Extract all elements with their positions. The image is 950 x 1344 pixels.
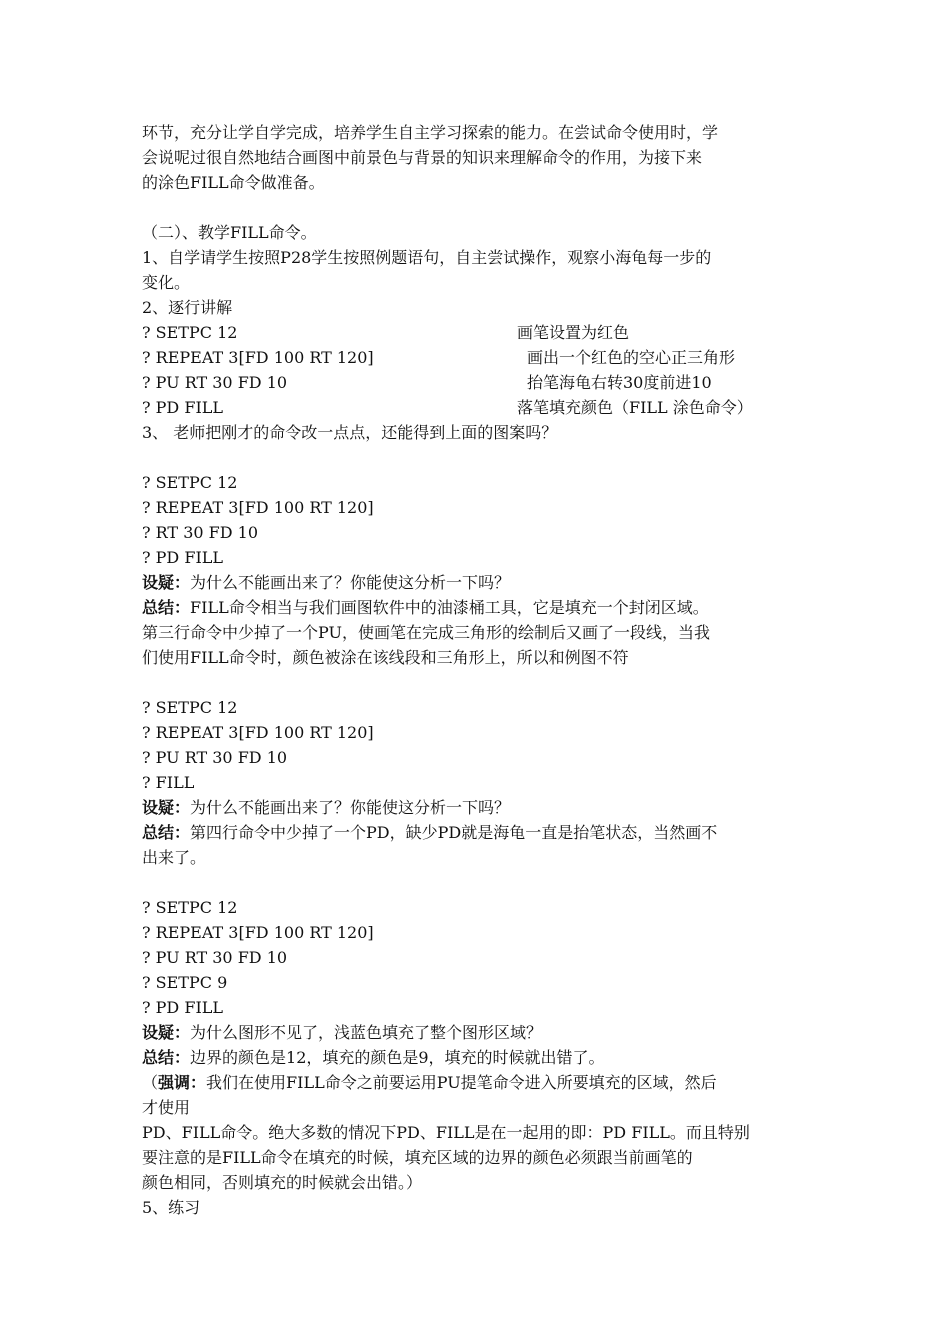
code-description: 抬笔海龟右转30度前进10 — [527, 373, 712, 392]
code-line: ? RT 30 FD 10 — [142, 523, 259, 542]
explain-row — [142, 370, 812, 395]
summary-label: 总结： — [142, 598, 191, 617]
document-page — [142, 120, 812, 1220]
code-line: ? SETPC 12 — [142, 898, 238, 917]
question-line — [142, 570, 812, 595]
summary-label: 总结： — [142, 1048, 191, 1067]
step-3-heading: 3、 老师把刚才的命令改一点点，还能得到上面的图案吗？ — [142, 423, 558, 442]
summary-line: 出来了。 — [142, 848, 207, 867]
code-line: ? REPEAT 3[FD 100 RT 120] — [142, 723, 374, 742]
summary-line — [142, 595, 812, 620]
question-line — [142, 795, 812, 820]
emphasis-text: 我们在使用FILL命令之前要运用PU提笔命令进入所要填充的区域，然后 — [206, 1073, 717, 1092]
intro-line: 环节，充分让学自学完成，培养学生自主学习探索的能力。在尝试命令使用时，学 — [142, 123, 719, 142]
emphasis-line: PD、FILL命令。绝大多数的情况下PD、FILL是在一起用的即：PD FILL。而且特别 — [142, 1123, 750, 1142]
code-line: ? PU RT 30 FD 10 — [142, 948, 288, 967]
step-2-heading: 2、逐行讲解 — [142, 298, 233, 317]
code-line: ? PD FILL — [142, 998, 224, 1017]
code-line: ? PU RT 30 FD 10 — [142, 373, 288, 392]
code-line: ? FILL — [142, 773, 195, 792]
emphasis-line — [142, 1070, 812, 1095]
explain-row — [142, 320, 812, 345]
question-text: 为什么不能画出来了？你能使这分析一下吗？ — [190, 573, 511, 592]
summary-label: 总结： — [142, 823, 191, 842]
code-line: ? REPEAT 3[FD 100 RT 120] — [142, 923, 374, 942]
question-label: 设疑： — [142, 798, 191, 817]
step-5-heading: 5、练习 — [142, 1198, 201, 1217]
intro-line: 会说呢过很自然地结合画图中前景色与背景的知识来理解命令的作用，为接下来 — [142, 148, 703, 167]
code-line: ? PD FILL — [142, 398, 224, 417]
step-1-line: 变化。 — [142, 273, 191, 292]
summary-line: 们使用FILL命令时，颜色被涂在该线段和三角形上，所以和例图不符 — [142, 648, 629, 667]
code-description: 落笔填充颜色（FILL 涂色命令） — [517, 398, 753, 417]
question-text: 为什么不能画出来了？你能使这分析一下吗？ — [190, 798, 511, 817]
question-label: 设疑： — [142, 573, 191, 592]
summary-line — [142, 1045, 812, 1070]
summary-line: 第三行命令中少掉了一个PU，使画笔在完成三角形的绘制后又画了一段线，当我 — [142, 623, 710, 642]
summary-text: 边界的颜色是12，填充的颜色是9，填充的时候就出错了。 — [190, 1048, 605, 1067]
code-description: 画笔设置为红色 — [517, 323, 630, 342]
code-line: ? SETPC 12 — [142, 473, 238, 492]
emphasis-line: 才使用 — [142, 1098, 191, 1117]
question-line — [142, 1020, 812, 1045]
code-line: ? SETPC 12 — [142, 323, 238, 342]
code-line: ? PU RT 30 FD 10 — [142, 748, 288, 767]
code-description: 画出一个红色的空心正三角形 — [527, 348, 736, 367]
summary-text: 第四行命令中少掉了一个PD，缺少PD就是海龟一直是抬笔状态，当然画不 — [190, 823, 718, 842]
code-line: ? SETPC 12 — [142, 698, 238, 717]
explain-row — [142, 395, 812, 420]
intro-line: 的涂色FILL命令做准备。 — [142, 173, 325, 192]
step-1-line: 1、自学请学生按照P28学生按照例题语句，自主尝试操作，观察小海龟每一步的 — [142, 248, 712, 267]
code-line: ? SETPC 9 — [142, 973, 228, 992]
explain-row — [142, 345, 812, 370]
emphasis-line: 颜色相同，否则填充的时候就会出错。） — [142, 1173, 423, 1192]
code-line: ? REPEAT 3[FD 100 RT 120] — [142, 348, 374, 367]
question-label: 设疑： — [142, 1023, 191, 1042]
question-text: 为什么图形不见了，浅蓝色填充了整个图形区域？ — [190, 1023, 543, 1042]
code-line: ? REPEAT 3[FD 100 RT 120] — [142, 498, 374, 517]
section-title: （二）、教学FILL命令。 — [142, 223, 317, 242]
code-line: ? PD FILL — [142, 548, 224, 567]
emphasis-open: （ — [142, 1073, 159, 1092]
summary-line — [142, 820, 812, 845]
summary-text: FILL命令相当与我们画图软件中的油漆桶工具，它是填充一个封闭区域。 — [190, 598, 709, 617]
emphasis-label: 强调： — [158, 1073, 207, 1092]
emphasis-line: 要注意的是FILL命令在填充的时候，填充区域的边界的颜色必须跟当前画笔的 — [142, 1148, 693, 1167]
